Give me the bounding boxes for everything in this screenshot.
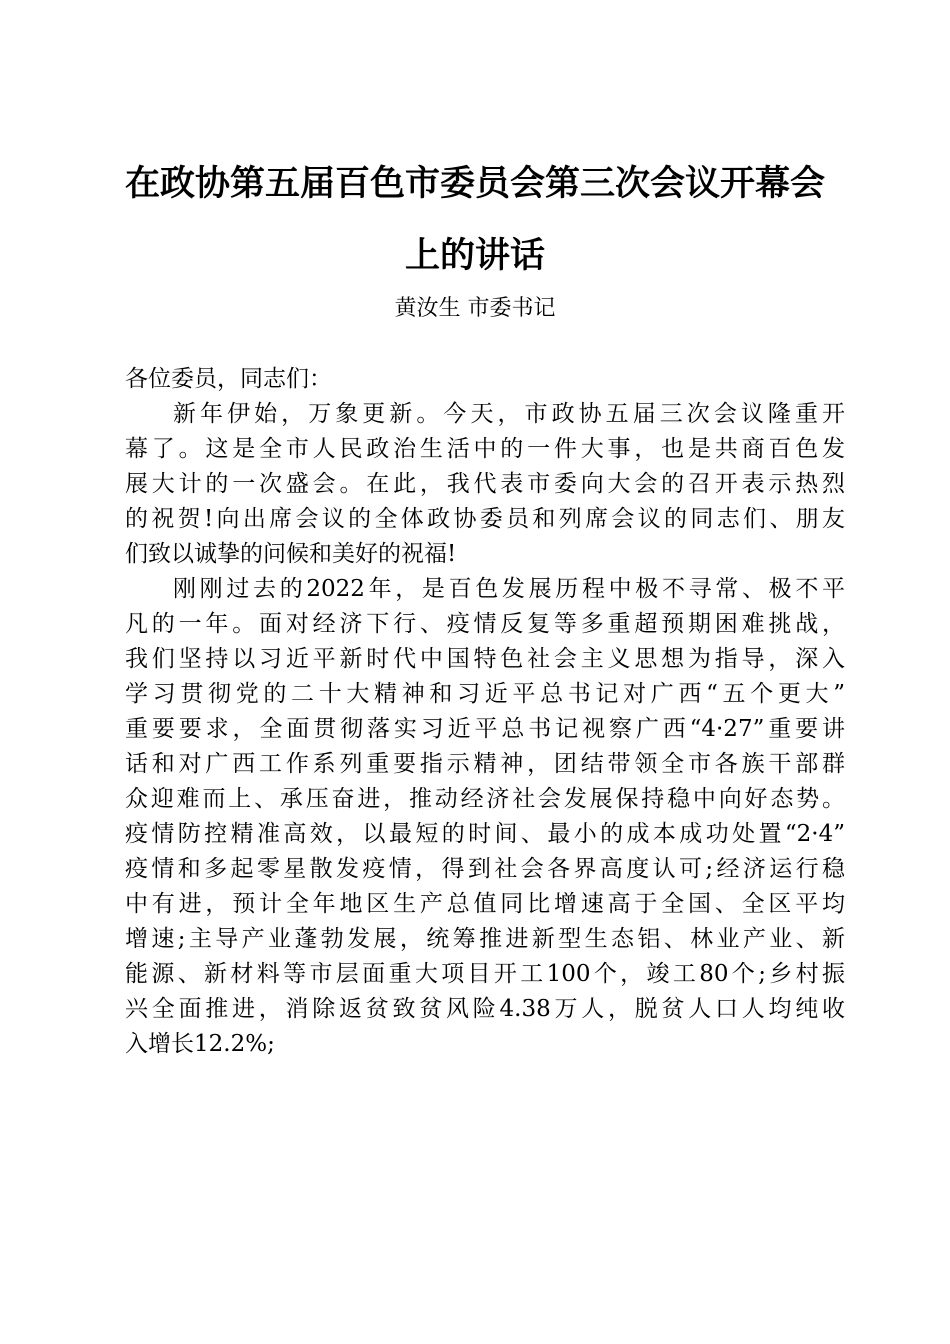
body-line: 幕了。这是全市人民政治生活中的一件大事，也是共商百色发	[125, 436, 845, 462]
title-line-2: 上的讲话	[404, 235, 545, 276]
body-line: 们致以诚挚的问候和美好的祝福!	[125, 541, 457, 567]
body-line: 新年伊始，万象更新。今天，市政协五届三次会议隆重开	[173, 401, 845, 427]
body-line: 话和对广西工作系列重要指示精神，团结带领全市各族干部群	[125, 751, 845, 777]
salutation-line: 各位委员，同志们：	[125, 366, 332, 392]
body-line: 疫情和多起零星散发疫情，得到社会各界高度认可;经济运行稳	[125, 856, 845, 882]
body-line: 兴全面推进，消除返贫致贫风险4.38万人，脱贫人口人均纯收	[125, 996, 845, 1022]
body-line: 入增长12.2%;	[125, 1031, 275, 1057]
body-line: 能源、新材料等市层面重大项目开工100个，竣工80个;乡村振	[125, 961, 845, 987]
body-line: 的祝贺!向出席会议的全体政协委员和列席会议的同志们、朋友	[125, 506, 845, 532]
body-line: 增速;主导产业蓬勃发展，统筹推进新型生态铝、林业产业、新	[125, 926, 845, 952]
body-line: 众迎难而上、承压奋进，推动经济社会发展保持稳中向好态势。	[125, 786, 845, 812]
body-line: 刚刚过去的2022年，是百色发展历程中极不寻常、极不平	[173, 576, 845, 602]
body-line: 我们坚持以习近平新时代中国特色社会主义思想为指导，深入	[125, 646, 845, 672]
body-line: 中有进，预计全年地区生产总值同比增速高于全国、全区平均	[125, 891, 845, 917]
body-line: 疫情防控精准高效，以最短的时间、最小的成本成功处置“2·4”	[125, 821, 845, 847]
title-line-1: 在政协第五届百色市委员会第三次会议开幕会	[124, 163, 825, 204]
body-line: 展大计的一次盛会。在此，我代表市委向大会的召开表示热烈	[125, 471, 845, 497]
speech-body	[125, 362, 845, 1062]
body-line: 凡的一年。面对经济下行、疫情反复等多重超预期困难挑战，	[125, 611, 845, 637]
byline: 黄汝生 市委书记	[394, 296, 556, 321]
body-line: 重要要求，全面贯彻落实习近平总书记视察广西“4·27”重要讲	[125, 716, 845, 742]
body-line: 学习贯彻党的二十大精神和习近平总书记对广西“五个更大”	[125, 681, 845, 707]
